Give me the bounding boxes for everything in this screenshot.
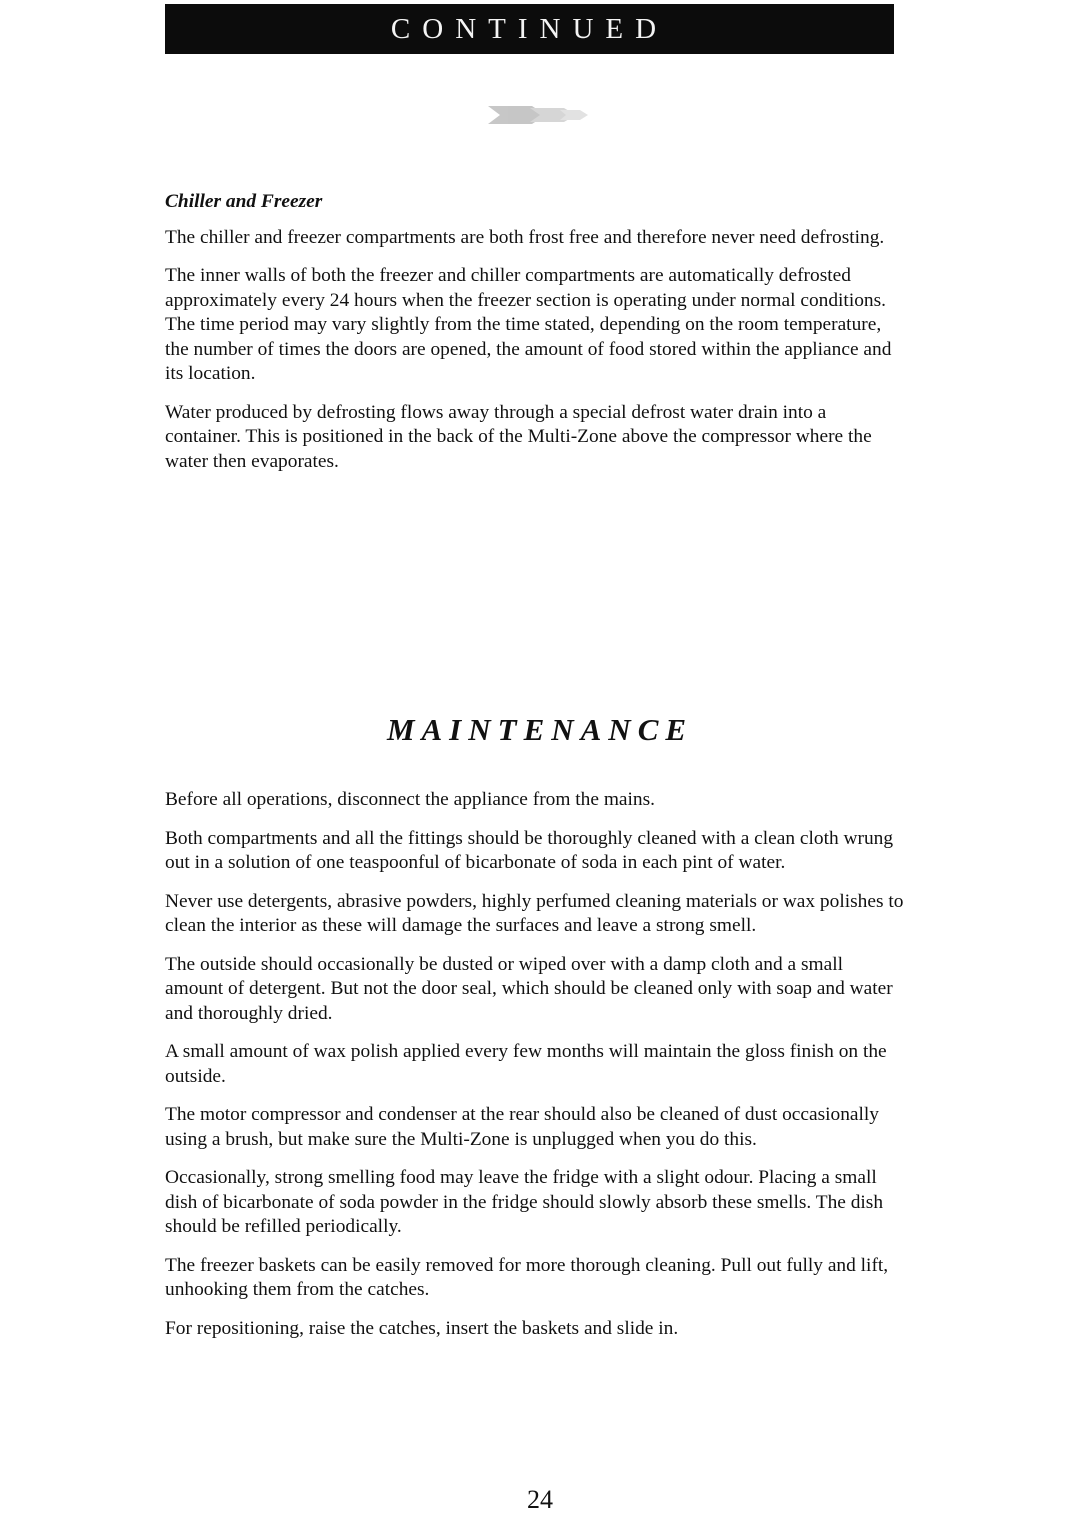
paragraph: For repositioning, raise the catches, insert the baskets and slide in. <box>165 1317 679 1339</box>
paragraph: Before all operations, disconnect the appliance from the mains. <box>165 789 655 810</box>
paragraph: The freezer baskets can be easily removed for more thorough cleaning. Pull out fully and lift, unhooking them from the catches. <box>165 1254 889 1300</box>
paragraph: Never use detergents, abrasive powders, highly perfumed cleaning materials or wax polishes to clean the interior as these will damage the surfaces and leave a strong smell. <box>165 890 904 936</box>
paragraph: The inner walls of both the freezer and chiller compartments are automatically defrosted approximately every 24 hours when the freezer section is operating under normal conditions. The time period may vary slightly from the time stated, depending on the room temperature, the number of times the doors are opened, the amount of food stored within the appliance and its location. <box>165 265 892 384</box>
paragraph: A small amount of wax polish applied every few months will maintain the gloss finish on the outside. <box>165 1041 887 1087</box>
chiller-freezer-section <box>165 190 905 488</box>
paragraph: The chiller and freezer compartments are both frost free and therefore never need defrosting. <box>165 226 885 248</box>
section-subheading: Chiller and Freezer <box>165 191 323 212</box>
paragraph: Occasionally, strong smelling food may leave the fridge with a slight odour. Placing a small dish of bicarbonate of soda powder in the fridge should slowly absorb these smells. The dish should be refilled periodically. <box>165 1167 884 1237</box>
continued-banner: CONTINUED <box>165 4 894 54</box>
arrow-right-icon <box>480 98 590 132</box>
paragraph: Both compartments and all the fittings should be thoroughly cleaned with a clean cloth wrung out in a solution of one teaspoonful of bicarbonate of soda in each pint of water. <box>165 827 894 873</box>
maintenance-section <box>165 788 905 1355</box>
page-number: 24 <box>527 1485 553 1514</box>
maintenance-heading: MAINTENANCE <box>386 712 694 747</box>
paragraph: Water produced by defrosting flows away through a special defrost water drain into a container. This is positioned in the back of the Multi-Zone above the compressor where the water then evaporates. <box>165 401 872 472</box>
paragraph: The motor compressor and condenser at the rear should also be cleaned of dust occasionally using a brush, but make sure the Multi-Zone is unplugged when you do this. <box>165 1104 879 1150</box>
paragraph: The outside should occasionally be dusted or wiped over with a damp cloth and a small amount of detergent. But not the door seal, which should be cleaned only with soap and water and thoroughly dried. <box>165 953 893 1024</box>
